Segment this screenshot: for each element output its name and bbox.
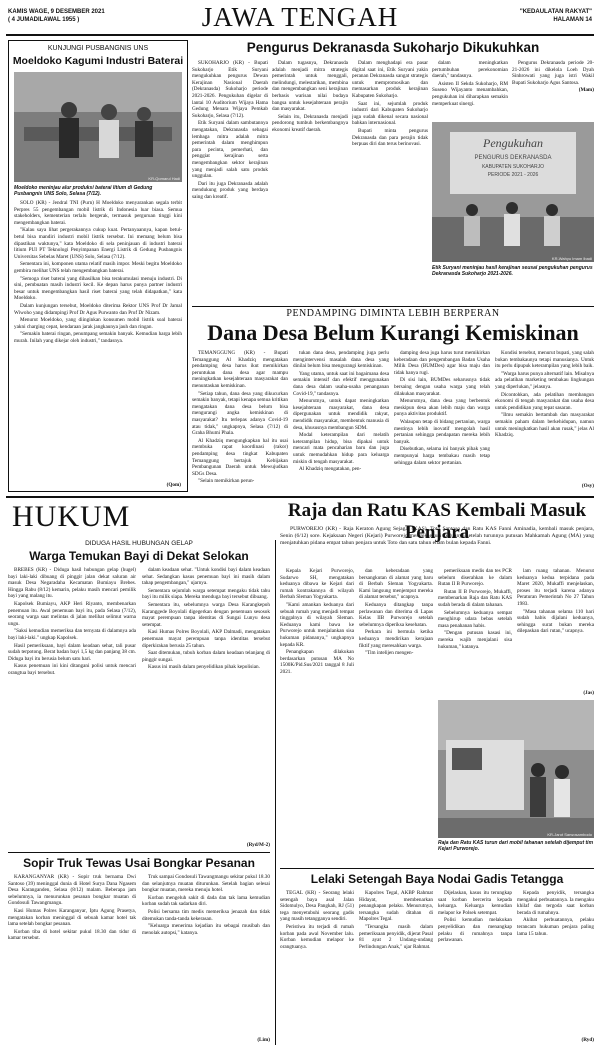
paragraph: Sementara sejumlah warga setempat mengaku tidak tahu bayi itu milik siapa. Mereka menduga bayi tersebut dibuang. — [142, 587, 270, 601]
paragraph: "Masa tahanan selama 110 hari sudah habis dijalani keduanya, sehingga surat bukan mereka dilepaskan dari rutan," ucapnya. — [517, 608, 594, 635]
paragraph: "Semakin baterai ringan, penumpang semakin banyak. Kemudian harga lebih murah. Inilah yang dikejar oleh industri," tandasnya. — [14, 331, 182, 344]
paragraph: Dalam kunjungan tersebut, Moeldoko diterima Rektor UNS Prof Dr Jamal Wiwoho yang didampingi Prof Dr Agus Purwanto dan Prof Dr Nizam. — [14, 302, 182, 316]
paragraph: Disebutkan, selama ini banyak pihak yang mempunyai harga tembakau masih tetap sehingga dalam sektor pertanian. — [394, 446, 490, 466]
paragraph: Kasi Humas Polres Karanganyar, Iptu Agung Prasetya, mengatakan korban meninggal di sebuah kamar hotel tak lama setelah bongkar pesanan. — [8, 907, 136, 928]
story-column — [192, 350, 288, 490]
paragraph: "Tim intelijen mengen- — [365, 650, 414, 657]
paragraph: Polisi kemudian melakukan penyelidikan dan menangkap pelaku di rumahnya tanpa perlawanan. — [438, 917, 512, 944]
banner-subtitle: KABUPATEN SUKOHARJO — [481, 164, 545, 170]
story-lead — [280, 526, 594, 566]
paragraph: Dari itu juga Dekranasda adalah mendukung produk yang berdaya saing dan kreatif. — [192, 180, 268, 200]
paragraph: Penangkapan dilakukan berdasarkan putusan MA No 1500K/Pid.Sus/2021 tanggal 8 Juli 2021. — [280, 649, 354, 675]
paragraph: TEMANGGUNG (KR) - Bupati Temanggung Al Khadziq mengatakan pendamping desa harus ikut memikirkan peruntukan dana desa agar mampu meningkatkan kesejahteraan masyarakat dan menuntaskan kemiskinan. — [192, 350, 288, 389]
paragraph: pemeriksaan medis dan tes PCR sebelum diserahkan ke dalam Rutan II B Purworejo. — [438, 568, 512, 588]
paragraph: BREBES (KR) - Diduga hasil hubungan gelap (hugel) bayi laki-laki dibuang di pinggir jalan dekat saluran air masuk Desa Negaradaha Kecamatan Bumiayu Brebes. Hingga Rabu (8/12) kemarin, pelaku masih mencari pemilik bayi yang malang itu. — [8, 567, 136, 600]
story-column — [432, 60, 508, 120]
story-column — [192, 60, 268, 305]
paragraph: "Tersangka masih dalam pemeriksaan penyidik, dijerat Pasal 81 ayat 2 Undang-undang Perlindungan Anak," ujar Rahmat. — [359, 923, 433, 950]
story-column — [142, 874, 270, 1036]
story-headline: Pengurus Dekranasda Sukoharjo Dikukuhkan — [246, 40, 540, 55]
paragraph: Kepada penyidik, tersangka mengakui perbuatannya. Ia mengaku khilaf dan tergoda saat korban berada di rumahnya. — [517, 890, 594, 916]
story-kicker: DIDUGA HASIL HUBUNGAN GELAP — [85, 540, 193, 547]
paragraph: "Setiap tahun, dana desa yang dikucurkan semakin banyak, tetapi kenapa semua kritikan mengatakan dana desa belum bisa mengurangi angka kemiskinan di masyarakat? Itu terlepas adanya Covid-19 atau tidak," ungkapnya, Selasa (7/12) di Graha Bhumi Phala. — [192, 390, 288, 437]
banner-title: Pengukuhan — [483, 136, 543, 150]
paragraph: Korban mengeluh sakit di dada dan tak lama kemudian korban sudah tak sadarkan diri. — [142, 894, 270, 908]
story-column — [517, 568, 594, 690]
column-divider — [275, 540, 276, 1045]
paragraph: "Dengan putusan kasasi ini, mereka wajib menjalani sisa hukuman," katanya. — [438, 630, 512, 650]
paragraph: Al Khadziq mengungkapkan hal itu usai membuka rapat koordinasi (rakor) pendamping desa tingkat Kabupaten Temanggung bertajuk Kebijakan Pembangunan Daerah untuk Mewujudkan SDGs Desa. — [192, 437, 288, 477]
paragraph: Sementara itu, sebelumnya warga Desa Karangkepoh Karanggede Boyolali digegerkan dengan penemuan sesosok mayat perempuan tanpa identitas di Sungai Lunyu desa setempat. — [142, 601, 270, 628]
paragraph: Etik Suryani dalam sambutannya mengatakan, Dekranasda sebagai lembaga mitra adalah mitra pemerintah dalam menghimpun para pecinta, pemerhati, dan penggiat kerajinan serta mengembangkan sektor kerajinan yang menjadi salah satu produk unggulan. — [192, 120, 268, 180]
story-signature: (Mam) — [578, 87, 594, 94]
story-column — [394, 350, 490, 490]
banner-subtitle: PENGURUS DEKRANASDA — [474, 155, 552, 161]
paragraph: Kasus penemuan ini kini ditangani polisi untuk mencari orangtua bayi tersebut. — [8, 663, 136, 676]
divider — [280, 868, 594, 869]
paragraph: Polisi bersama tim medis memeriksa jenazah dan tidak ditemukan tanda-tanda kekerasan. — [142, 908, 270, 922]
section-heading: HUKUM — [12, 500, 131, 533]
story-headline: Moeldoko Kagumi Industri Baterai — [12, 55, 184, 67]
paragraph: SUKOHARJO (KR) - Bupati Sukoharjo Etik Suryani mengukuhkan pengurus Dewan Kerajinan Nasional Daerah (Dekranasda) Sukoharjo periode 2021-2026. Pengukuhan digelar di lantai 10 Auditorium Wijaya Hama Gedung Menara Wijaya Pemkab Sukoharjo, Selasa (7/12). — [192, 60, 268, 119]
paragraph: Akibat perbuatannya, pelaku terancam hukuman penjara paling lama 15 tahun. — [517, 917, 594, 937]
paragraph: Hasil pemeriksaan, bayi dalam keadaan sehat, tali pusar sudah terpotong. Berat badan bayi 1,5 kg dan panjang 38 cm. Diduga bayi itu berusia belum satu hari. — [8, 642, 136, 662]
page-number: HALAMAN 14 — [553, 17, 592, 23]
paragraph: Kasus ini masih dalam penyelidikan pihak kepolisian. — [148, 664, 260, 671]
paragraph: Kasi Humas Polres Boyolali, AKP Dalmadi, mengatakan penemuan mayat perempuan tanpa identitas tersebut diperkirakan berusia 25 tahun. — [142, 629, 270, 649]
divider — [8, 852, 270, 853]
story-column — [280, 568, 354, 868]
paper-name: "KEDAULATAN RAKYAT" — [519, 9, 592, 15]
paragraph: "Semoga riset baterai yang dihasilkan bisa terakumulasi menuju industri. Di sini, pembuatan masih industri kecil. Ke depan harus punya partner industri besar untuk mengembangkan hasil riset baterai yang telah didapatkan," kata Moeldoko. — [14, 275, 182, 302]
date-line: KAMIS WAGE, 9 DESEMBER 2021 — [8, 9, 105, 15]
story-column — [359, 890, 433, 1045]
story-headline: Sopir Truk Tewas Usai Bongkar Pesanan — [23, 856, 255, 870]
story-column — [438, 890, 512, 1045]
photo-credit: KR-Qomarul Hadi — [148, 176, 180, 181]
story-column — [280, 890, 354, 1045]
story-column — [272, 60, 348, 305]
paragraph: Dalam tugasnya, Dekranasda adalah menjadi mitra strategis pemerintah untuk menggali, melindungi, melestarikan, membina dan mengembangkan seni kerajinan berbasis warisan nilai budaya bangsa untuk kesejahteraan perajin dan masyarakat. — [272, 60, 348, 113]
paragraph: Kapolres Tegal, AKBP Rahmat Hidayat, membenarkan penangkapan pelaku. Menurutnya, tersangka sudah ditahan di Mapolres Tegal. — [359, 890, 433, 923]
paragraph: Walaupun tetap di bidang pertanian, warga mestinya lebih inovatif mengolah hasil pertanian sehingga pendapatan mereka lebih banyak. — [394, 418, 490, 445]
divider — [192, 306, 594, 307]
story-signature: (Jas) — [583, 690, 594, 696]
story-moeldoko — [8, 40, 188, 492]
story-kicker: KUNJUNGI PUSBANGNIS UNS — [47, 45, 149, 52]
paragraph: Saat ini, sejumlah produk industri dari Kabupaten Sukoharjo juga sudah dikenal secara nasional bahkan internasional. — [352, 100, 428, 127]
story-headline: Lelaki Setengah Baya Nodai Gadis Tetangga — [310, 872, 564, 886]
paragraph: Perkara ini bermula ketika keduanya mendirikan kerajaan fiktif yang meresahkan warga. — [359, 629, 433, 649]
photo-credit: KR-Jarot Sarwosambodo — [547, 832, 592, 837]
story-signature: (Lim) — [257, 1037, 270, 1043]
paragraph: Truk sampai Gondosuli Tawangmangu sekitar pukul 18.30 dan selanjutnya muatan diturunkan. Setelah bagian selesai bongkar muatan, mereka menuju hotel. — [142, 874, 270, 894]
paragraph: Kepala Kejari Purworejo, Sudarwo SH, mengatakan keduanya dibawa ke Kejari dari rumah kontrakannya di wilayah Berbah Sleman Yogyakarta. — [280, 568, 354, 601]
paragraph: dalam keadaan sehat. "Untuk kondisi bayi dalam keadaan sehat. Sedangkan kasus penemuan bayi ini masih dalam tahap pengembangan," ujarnya. — [142, 567, 270, 587]
masthead-paper — [520, 8, 592, 24]
hijri-line: ( 4 JUMADILAWAL 1955 ) — [8, 17, 80, 23]
paragraph: Bupati minta pengurus Dekranasda dan para perajin tidak berpuas diri dan terus berinovasi. — [352, 127, 428, 148]
paragraph: "Saksi kemudian memeriksa dan ternyata di dalamnya ada bayi laki-laki." ungkap Kapolsek. — [8, 628, 136, 641]
story-column — [352, 60, 428, 305]
story-column — [8, 567, 136, 849]
paragraph: Keduanya ditangkap tanpa perlawanan dan diterima di Lapas Kelas IIB Purworejo setelah sebelumnya diperiksa kesehatan. — [359, 601, 433, 628]
paragraph: tukan dana desa, pendamping juga perlu mengintervensi masalah dana desa yang dinilai belum bisa mengurangi kemiskinan. — [293, 350, 389, 370]
story-column — [142, 567, 270, 841]
paragraph: SOLO (KR) - Jendral TNI (Purn) H Moeldoko menyarankan segala terbit Perpres 55 pengembangan mobil listrik di Indonesia luar biasa. Semua stakeholders, kementerian terlalu bergerak, termasuk perguruan tinggi kini mengembangkan baterai. — [14, 200, 182, 226]
story-column — [512, 60, 594, 120]
story-headline: Raja dan Ratu KAS Kembali Masuk Penjara — [287, 500, 587, 543]
paragraph: Selain itu, Dekranasda menjadi pendorong tumbuh berkembangnya ekonomi kreatif daerah. — [272, 113, 348, 133]
paragraph: "Selain memikirkan perun- — [198, 478, 255, 485]
paragraph: Sementara ini, komponen utama relatif masih impor. Meski begitu Moeldoko gembira melihat UNS telah mengembangkan baterai. — [14, 261, 182, 274]
story-dekranasda — [192, 40, 594, 55]
story-body — [14, 200, 182, 462]
paragraph: "Keluarga menerima kejadian itu sebagai musibah dan menolak autopsi," katanya. — [142, 923, 270, 936]
photo-caption: Raja dan Ratu KAS turun dari mobil tahanan setelah dijemput tim Kejari Purworejo. — [438, 840, 594, 852]
story-signature: (Ryd/M-2) — [246, 842, 270, 848]
story-photo — [14, 72, 182, 182]
paragraph: Saat ditemukan, tubuh korban dalam keadaan telanjang di pinggir sungai. — [142, 650, 270, 663]
paragraph: "Kalau saya lihat pergerakannya cukup kuat. Pertanyaannya, kapan betul-betul bisa mandiri industri mobil listrik tersebut. Ini memang belum bisa dipastikan waktunya," kata Moeldoko di sela peninjauan di industri baterai litium PUI PT Teknologi Penyimpanan Energi Listrik di Gedung Pusbangnis Universitas Sebelas Maret (UNS) Solo, Selasa (7/12). — [14, 227, 182, 260]
paragraph: Dalam menghadapi era pasar digital saat ini, Etik Suryani yakin peranan Dekranasda sangat strategis untuk mempromosikan dan memasarkan produk kerajinan Kabupaten Sukoharjo. — [352, 60, 428, 99]
story-column — [359, 568, 433, 868]
story-headline: Warga Temukan Bayi di Dekat Selokan — [29, 549, 249, 563]
story-column — [438, 568, 512, 698]
paragraph: Menurut Moeldoko, yang diinginkan konsumen mobil listrik soal baterai yakni charging cepat, kendaraan jarak jangkaunya jauh dan ringan. — [14, 317, 182, 330]
story-photo — [438, 700, 594, 838]
paragraph: Sebelumnya keduanya sempat menghirup udara bebas setelah masa penahanan habis. — [438, 609, 512, 629]
paragraph: Rutan II B Purworejo, Mukaffi, membenarkan Raja dan Ratu KAS sudah berada di dalam tahanan. — [438, 588, 512, 608]
story-signature: (Osy) — [581, 483, 594, 489]
paragraph: Menurutnya, dana desa yang berbentuk meskipun desa akan lebih maju dan warga punya aktivitas produktif. — [394, 398, 490, 418]
story-column — [8, 874, 136, 1044]
paragraph: Dijelaskan, kasus itu terungkap saat korban bercerita kepada keluarga. Keluarga kemudian melapor ke Polsek setempat. — [438, 890, 512, 916]
paragraph: dalam meningkatkan pertumbuhan perekonomian daerah," tandasnya. — [432, 60, 508, 80]
paragraph: Asisten II Sekda Sukoharjo, RM Suseno Wijayanto menambahkan, pengukuhan ini diharapkan semakin memperkuat sinergi. — [432, 80, 508, 107]
story-signature: (Qom) — [166, 482, 181, 488]
photo-caption: Etik Suryani meninjau hasil kerajinan seusai pengukuhan pengurus Dekranasda Sukoharjo 2021-2026. — [432, 265, 593, 277]
paragraph: TEGAL (KR) - Seorang lelaki setengah baya asal Jalan Sidomulyo, Desa Pangkah, RJ (51) tega menyetubuhi seorang gadis yang masih tetangganya sendiri. — [280, 890, 354, 923]
story-headline: Dana Desa Belum Kurangi Kemiskinan — [207, 320, 579, 345]
photo-caption: Moeldoko meninjau alur produksi baterai litium di Gedung Pusbangnis UNS Solo, Selasa (7/12). — [14, 185, 153, 197]
paragraph: KARANGANYAR (KR) - Sopir truk bernama Dwi Santoso (39) meninggal dunia di Hotel Surya Dana Ngasem Desa Karanganden, Selasa (8/12) malam. Beberapa jam sebelumnya, ia menurunkan pesanan bongkar muatan di Gondosuli Tawangmangu. — [8, 874, 136, 907]
story-column — [293, 350, 389, 490]
paragraph: Kondisi tersebut, menurut bupati, yang salah bukan tembakaunya tetapi manusianya. Untuk itu perlu dipupuk keterampilan yang lebih baik. — [495, 350, 594, 370]
paragraph: PURWOREJO (KR) - Raja Keraton Agung Sejagat (KAS), Toto Santoso dan Ratu KAS Fanni Aminadia, kembali masuk penjara, Senin (6/12) sore. Kejaksaan Negeri (Kejari) Purworejo mengeksekusi keduanya setelah turunnya putusan Mahkamah Agung (MA) yang menjatuhkan pidana empat tahun penjara untuk Toto dan satu tahun enam bulan kepada Fanni. — [280, 526, 594, 546]
paragraph: Modal keterampilan dari melatih keterampilan hidup, bisa dipakai untuk mencari mata pencaharian baru dan juga untuk memudahkan hidup para keluarga miskin di tengah masyarakat. — [293, 432, 389, 465]
story-column — [517, 890, 594, 1036]
photo-credit: KR-Wahyu Imam Ibadi — [551, 256, 592, 261]
masthead-rule — [6, 34, 594, 36]
story-signature: (Ryd) — [581, 1037, 594, 1043]
story-photo — [432, 122, 594, 262]
story-kicker: PENDAMPING DIMINTA LEBIH BERPERAN — [286, 308, 500, 319]
photo-illustration — [14, 72, 182, 182]
paragraph: "Warga harus punya alternatif lain. Misalnya ada pelatihan marketing tembakau lingkungan yang diperlukan," jelasnya. — [495, 370, 594, 390]
photo-illustration — [438, 700, 594, 838]
paragraph: Pengurus Dekranasda periode 20-21-2026 ini dikelola Loeh Dyah Sinhrowati yang juga istri Wakil Bupati Sukoharjo Agus Santosa. — [512, 60, 594, 86]
paragraph: "Kami amankan keduanya dari sebuah rumah yang menjadi tempat tinggalnya di wilayah Sleman. Keduanya kami bawa ke Purworejo untuk menjalankan sisa hukuman pidananya," ungkapnya kepada KR. — [280, 601, 354, 648]
paragraph: damping desa juga harus turut memikirkan keberadaan dan pengembangan Badan Usaha Milik Desa (BUMDes) agar bisa maju dan tidak hanya rugi. — [394, 350, 490, 376]
section-title: JAWA TENGAH — [201, 2, 399, 32]
paragraph: "Ilmu semakin bertambah dan masyarakat semakin paham dalam berkehidupan, namun untuk meningkatkan hasil akan rusak," jelas Al Khadziq. — [495, 412, 594, 439]
paragraph: Yang utama, untuk saat ini bagaimana desa semakin intensif dan efektif menggunakan dana desa dalam usaha-usaha penanganan Covid-19," tandasnya. — [293, 370, 389, 397]
banner-subtitle: PERIODE 2021 - 2026 — [487, 172, 539, 178]
paragraph: Dicontohkan, ada pelatihan membangun ekonomi di tengah masyarakat dan usaha desa untuk pendidikan yang tepat sasaran. — [495, 391, 594, 411]
paragraph: Di sisi lain, BUMDes seharusnya tidak bersaing dengan usaha warga yang telah dilakukan masyarakat. — [394, 377, 490, 397]
paragraph: Al Khadziq mengatakan, pen- — [299, 466, 362, 473]
paragraph: lam ruang tahanan. Menurut keduanya kedua terpidana pada Maret 2020, Mukaffi menjelaskan, proses itu terjadi karena adanya Peraturan Pemerintah No 27 Tahun 1983. — [517, 568, 594, 607]
story-column — [495, 350, 594, 482]
paragraph: Korban tiba di hotel sekitar pukul 18.30 dan tidur di kamar tersebut. — [8, 928, 136, 942]
paragraph: Menurutnya, untuk dapat meningkatkan kesejahteraan masyarakat, dana desa dipergunakan untuk mendidik rakyat, mendidik masyarakat, membentuk manusia di desa, khususnya membangun SDM. — [293, 398, 389, 431]
section-rule — [6, 496, 594, 498]
paragraph: Peristiwa itu terjadi di rumah korban pada awal November lalu. Korban kemudian melapor ke orangtuanya. — [280, 923, 354, 950]
paragraph: dan keberadaan yang bersangkutan di alamat yang baru di Berbah Sleman Yogyakarta. Kami langsung menjemput mereka di alamat tersebut," ucapnya. — [359, 568, 433, 601]
paragraph: Kapolsek Bumiayu, AKP Heri Riyanto, membenarkan penemuan itu. Awal penemuan bayi itu, pada Selasa (7/12), seorang warga saat melintas di jalan melihat selimut warna ungu. — [8, 600, 136, 627]
